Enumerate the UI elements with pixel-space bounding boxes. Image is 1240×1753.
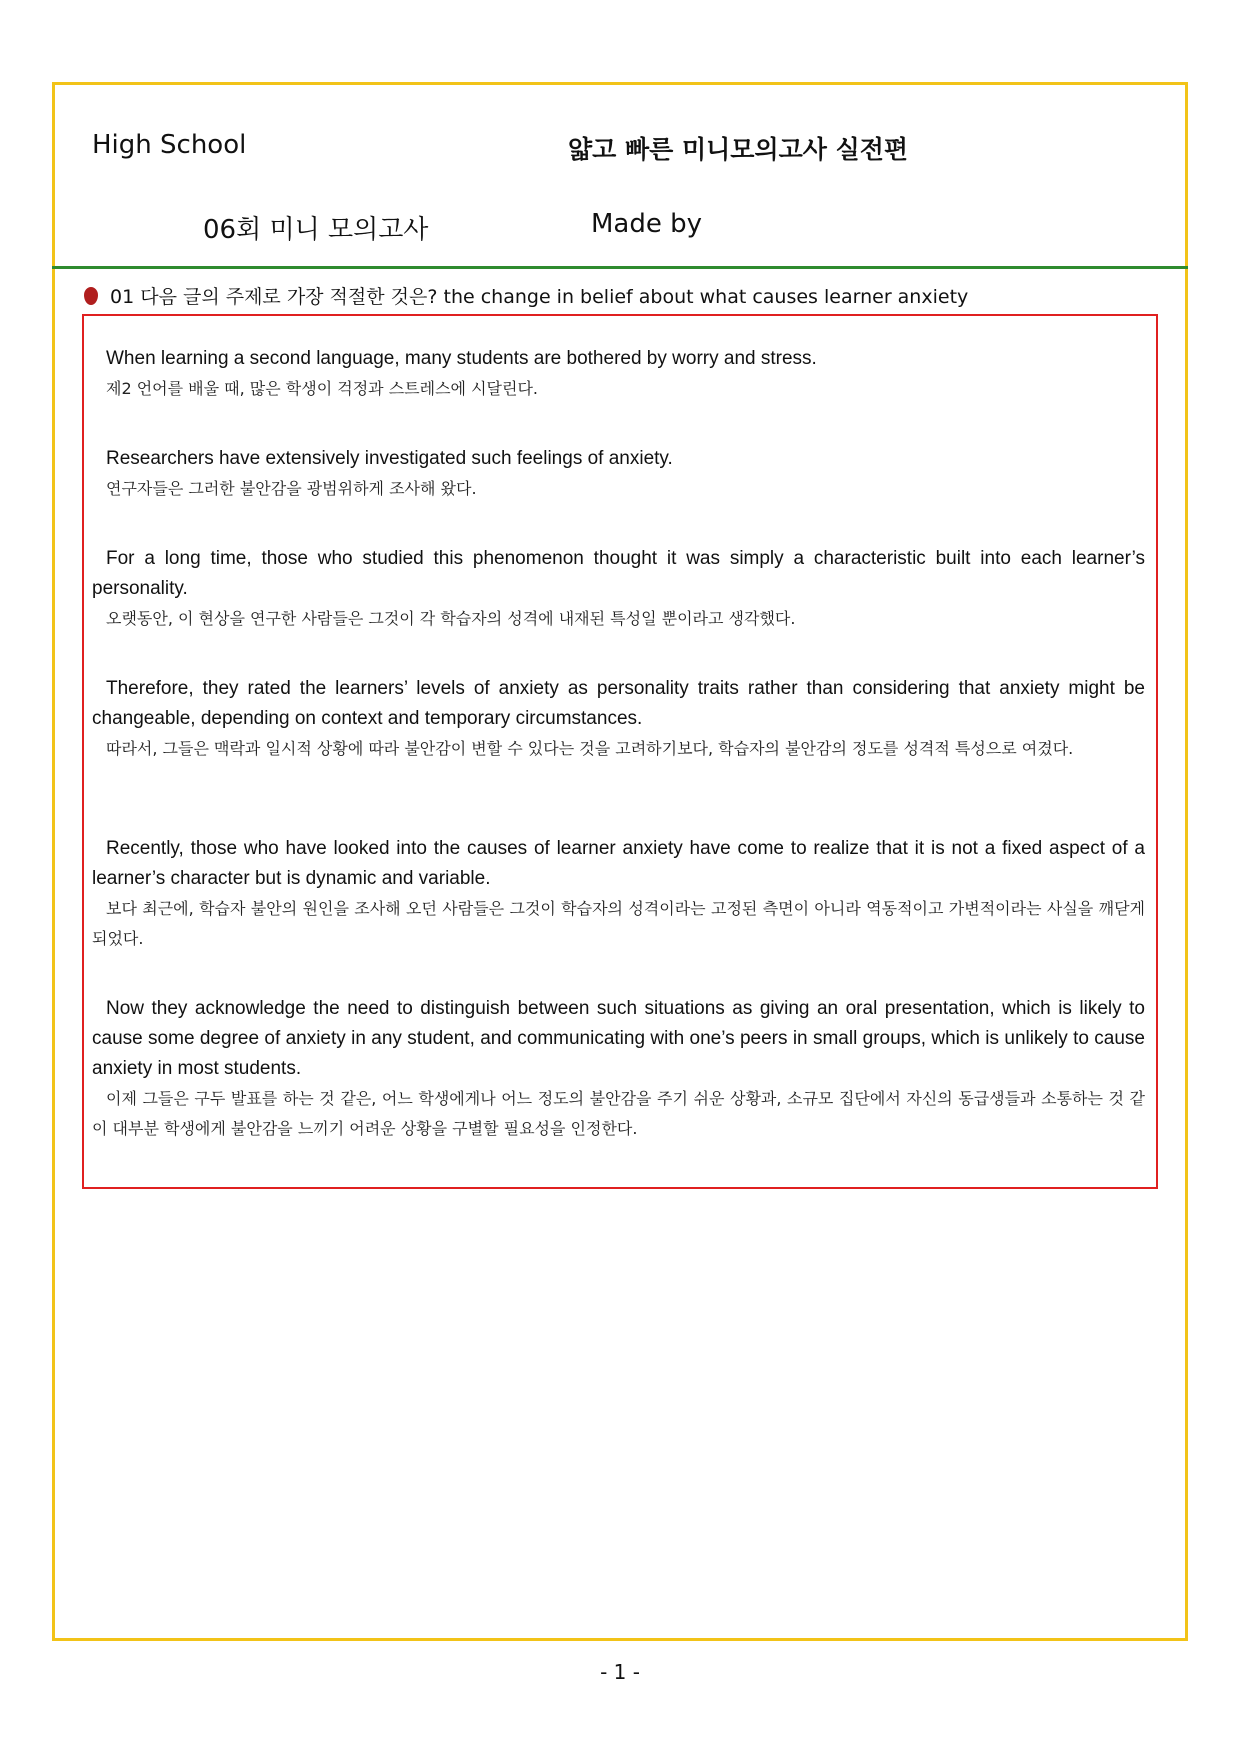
korean-translation: 보다 최근에, 학습자 불안의 원인을 조사해 오던 사람들은 그것이 학습자의 성격이라는 고정된 측면이 아니라 역동적이고 가변적이라는 사실을 깨닫게 되었다. [92, 899, 1145, 948]
question-prompt [84, 282, 968, 309]
english-sentence: For a long time, those who studied this phenomenon thought it was simply a characteristic built into each learner’s personality. [92, 548, 1145, 599]
header-divider [52, 266, 1188, 269]
passage-pair-3 [92, 544, 1145, 634]
question-text: 01 다음 글의 주제로 가장 적절한 것은? the change in belief about what causes learner anxiety [110, 286, 969, 308]
passage-pair-2 [92, 444, 1145, 504]
english-sentence: Now they acknowledge the need to distinguish between such situations as giving an oral presentation, which is likely to cause some degree of anxiety in any student, and communicating with one’s peers in small groups, which is unlikely to cause anxiety in most students. [92, 998, 1145, 1079]
school-level-label: High School [92, 130, 247, 160]
page-number: - 1 - [600, 1660, 640, 1684]
english-sentence: When learning a second language, many students are bothered by worry and stress. [106, 348, 817, 369]
korean-translation: 제2 언어를 배울 때, 많은 학생이 걱정과 스트레스에 시달린다. [106, 379, 538, 398]
english-sentence: Researchers have extensively investigated such feelings of anxiety. [106, 448, 673, 469]
strawberry-bullet-icon [84, 287, 98, 305]
english-sentence: Recently, those who have looked into the causes of learner anxiety have come to realize that it is not a fixed aspect of a learner’s character but is dynamic and variable. [92, 838, 1145, 889]
made-by-label: Made by [591, 209, 703, 239]
korean-translation: 따라서, 그들은 맥락과 일시적 상황에 따라 불안감이 변할 수 있다는 것을 고려하기보다, 학습자의 불안감의 정도를 성격적 특성으로 여겼다. [106, 739, 1074, 758]
passage-pair-1 [92, 344, 1145, 404]
korean-translation: 오랫동안, 이 현상을 연구한 사람들은 그것이 각 학습자의 성격에 내재된 특성일 뿐이라고 생각했다. [106, 609, 796, 628]
passage-pair-4 [92, 674, 1145, 764]
exam-round-title: 06회 미니 모의고사 [203, 215, 429, 245]
english-sentence: Therefore, they rated the learners’ levels of anxiety as personality traits rather than considering that anxiety might be changeable, depending on context and temporary circumstances. [92, 678, 1145, 729]
passage-pair-6 [92, 994, 1145, 1144]
passage-pair-5 [92, 834, 1145, 954]
korean-translation: 연구자들은 그러한 불안감을 광범위하게 조사해 왔다. [106, 479, 477, 498]
series-title: 얇고 빠른 미니모의고사 실전편 [568, 135, 909, 164]
korean-translation: 이제 그들은 구두 발표를 하는 것 같은, 어느 학생에게나 어느 정도의 불안감을 주기 쉬운 상황과, 소규모 집단에서 자신의 동급생들과 소통하는 것 같이 대부분 학생에게 불안감을 느끼기 어려운 상황을 구별할 필요성을 인정한다. [92, 1089, 1145, 1138]
